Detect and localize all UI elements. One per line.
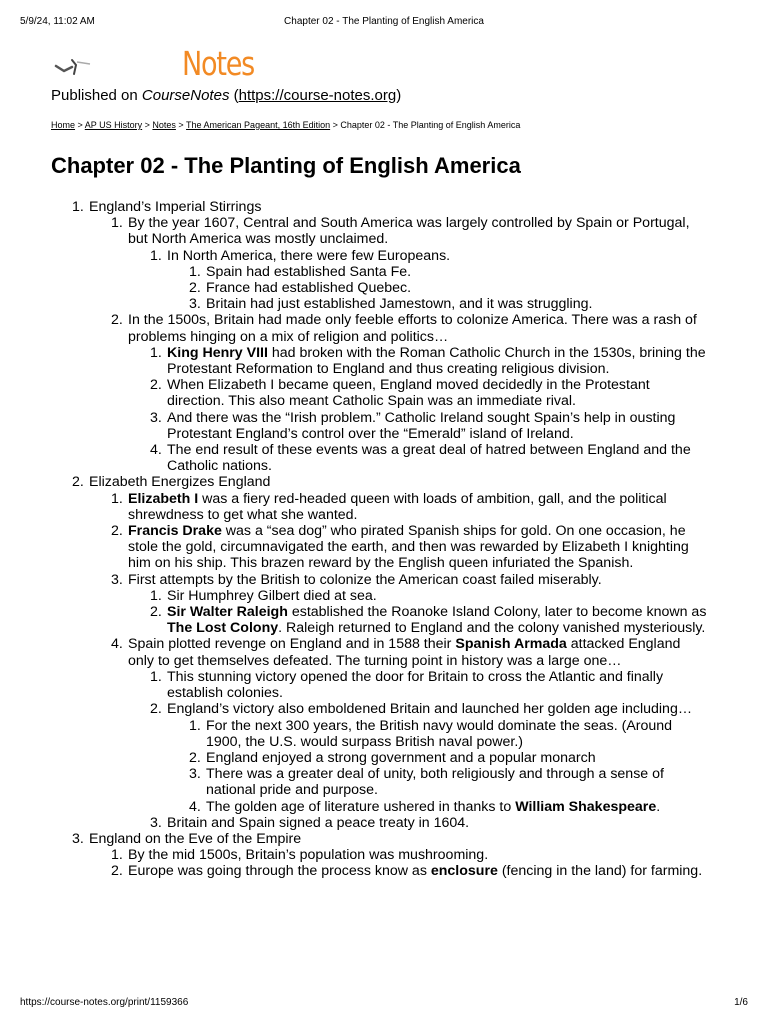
- outline-item-number: 2.: [111, 523, 123, 540]
- outline-bold-term: Francis Drake: [128, 523, 222, 540]
- outline-list: [0, 199, 768, 880]
- outline-text: Sir Humphrey Gilbert died at sea.: [167, 587, 377, 604]
- outline-bold-term: The Lost Colony: [167, 620, 279, 637]
- outline-item-number: 1.: [189, 263, 201, 280]
- published-close-paren: ): [396, 87, 402, 104]
- outline-text: There was a greater deal of unity, both religiously and through a sense of national pride and purpose.: [206, 766, 664, 799]
- outline-item-level-3: [0, 588, 768, 604]
- outline-text: The end result of these events was a great deal of hatred between England and the Catholic nations.: [167, 442, 691, 475]
- outline-item-level-3: [0, 442, 768, 474]
- breadcrumb-link-american-pageant[interactable]: The American Pageant, 16th Edition: [186, 120, 331, 130]
- outline-bold-term: enclosure: [430, 863, 498, 880]
- outline-item-level-4: [0, 296, 768, 312]
- outline-item-number: 1.: [111, 490, 123, 507]
- breadcrumb: [51, 120, 520, 130]
- outline-text: Elizabeth Energizes England: [89, 474, 271, 491]
- outline-item-level-3: [0, 248, 768, 264]
- outline-text: Spain had established Santa Fe.: [206, 263, 412, 280]
- outline-item-level-3: [0, 701, 768, 717]
- outline-item-number: 4.: [111, 636, 123, 653]
- outline-item-level-2: [0, 636, 768, 668]
- outline-item-level-2: [0, 572, 768, 588]
- outline-text: . Raleigh returned to England and the colony vanished mysteriously.: [278, 620, 706, 637]
- outline-bold-term: Sir Walter Raleigh: [167, 604, 288, 621]
- outline-bold-term: William Shakespeare: [515, 798, 657, 815]
- outline-item-number: 4.: [150, 442, 162, 459]
- breadcrumb-link-ap-us-history[interactable]: AP US History: [84, 120, 143, 130]
- outline-item-level-1: [0, 831, 768, 847]
- print-footer-url: https://course-notes.org/print/1159366: [20, 997, 189, 1008]
- outline-text: Europe was going through the process know as: [128, 863, 431, 880]
- outline-text: established the Roanoke Island Colony, later to become known as: [287, 604, 707, 621]
- outline-item-number: 3.: [150, 409, 162, 426]
- outline-item-level-3: [0, 410, 768, 442]
- outline-text: In North America, there were few Europeans.: [167, 247, 451, 264]
- outline-item-level-3: [0, 604, 768, 636]
- outline-text: And there was the “Irish problem.” Catholic Ireland sought Spain’s help in ousting Protestant England’s control over the “Emerald” island of Ireland.: [167, 409, 676, 442]
- outline-item-number: 2.: [189, 280, 201, 297]
- outline-text: For the next 300 years, the British navy would dominate the seas. (Around 1900, the U.S. would surpass British naval power.): [206, 717, 673, 750]
- outline-item-number: 1.: [150, 344, 162, 361]
- print-footer-page-number: 1/6: [734, 997, 748, 1008]
- outline-text: When Elizabeth I became queen, England moved decidedly in the Protestant direction. This also meant Catholic Spain was an immediate rival.: [167, 377, 650, 410]
- outline-text: England’s victory also emboldened Britain and launched her golden age including…: [167, 701, 693, 718]
- outline-item-number: 3.: [189, 766, 201, 783]
- outline-text: Britain and Spain signed a peace treaty in 1604.: [167, 814, 470, 831]
- outline-text: (fencing in the land) for farming.: [497, 863, 703, 880]
- page-title: Chapter 02 - The Planting of English America: [51, 153, 521, 178]
- outline-item-number: 2.: [150, 701, 162, 718]
- outline-text: was a fiery red-headed queen with loads of ambition, gall, and the political shrewdness to get what she wanted.: [128, 490, 667, 523]
- outline-text: had broken with the Roman Catholic Church in the 1530s, brining the Protestant Reformation to England and thus creating religious division.: [167, 344, 706, 378]
- outline-item-number: 1.: [150, 247, 162, 264]
- outline-item-number: 1.: [150, 587, 162, 604]
- breadcrumb-current: Chapter 02 - The Planting of English America: [340, 120, 521, 130]
- outline-item-number: 2.: [189, 749, 201, 766]
- outline-item-level-4: [0, 718, 768, 750]
- notes-outline: [0, 199, 768, 880]
- outline-item-number: 3.: [111, 571, 123, 588]
- outline-text: Spain plotted revenge on England and in 1588 their: [128, 636, 456, 653]
- outline-item-level-1: [0, 199, 768, 215]
- outline-text: was a “sea dog” who pirated Spanish ships for gold. On one occasion, he stole the gold, circumnavigated the earth, and then was rewarded by Elizabeth I knighting him on his ship. This brazen reward by the English queen infuriated the Spanish.: [128, 523, 689, 572]
- outline-text: In the 1500s, Britain had made only feeble efforts to colonize America. There was a rash of problems hinging on a mix of religion and politics…: [128, 312, 697, 345]
- outline-item-level-4: [0, 280, 768, 296]
- outline-item-number: 2.: [111, 863, 123, 880]
- print-header-title: Chapter 02 - The Planting of English America: [284, 16, 484, 27]
- outline-item-level-2: [0, 215, 768, 247]
- outline-text: attacked England only to get themselves defeated. The turning point in history was a large one…: [128, 636, 681, 669]
- outline-text: France had established Quebec.: [206, 280, 412, 297]
- published-open-paren: (: [229, 87, 239, 104]
- logo-text: Notes: [182, 44, 255, 83]
- outline-item-level-2: [0, 847, 768, 863]
- breadcrumb-separator: >: [330, 120, 341, 130]
- outline-item-number: 3.: [189, 296, 201, 313]
- outline-text: By the year 1607, Central and South America was largely controlled by Spain or Portugal, but North America was mostly unclaimed.: [128, 215, 690, 248]
- site-logo[interactable]: [54, 46, 264, 86]
- outline-text: England on the Eve of the Empire: [89, 830, 302, 847]
- breadcrumb-link-notes[interactable]: Notes: [152, 120, 176, 130]
- outline-item-level-4: [0, 264, 768, 280]
- outline-item-number: 3.: [150, 814, 162, 831]
- outline-item-level-3: [0, 815, 768, 831]
- published-prefix: Published on: [51, 87, 142, 104]
- breadcrumb-separator: >: [142, 120, 153, 130]
- outline-item-number: 1.: [72, 199, 84, 215]
- outline-text: This stunning victory opened the door for Britain to cross the Atlantic and finally establish colonies.: [167, 668, 664, 702]
- outline-item-level-2: [0, 312, 768, 344]
- outline-item-number: 4.: [189, 798, 201, 815]
- outline-text: England’s Imperial Stirrings: [89, 199, 262, 215]
- outline-item-number: 2.: [150, 604, 162, 621]
- outline-item-level-4: [0, 766, 768, 798]
- outline-item-number: 1.: [111, 215, 123, 232]
- outline-item-level-3: [0, 669, 768, 701]
- outline-text: By the mid 1500s, Britain’s population was mushrooming.: [128, 847, 489, 864]
- outline-text: First attempts by the British to colonize the American coast failed miserably.: [128, 571, 602, 588]
- outline-item-level-3: [0, 345, 768, 377]
- outline-item-number: 2.: [111, 312, 123, 329]
- outline-item-number: 3.: [72, 830, 84, 847]
- outline-item-level-2: [0, 523, 768, 572]
- outline-item-number: 2.: [150, 377, 162, 394]
- breadcrumb-separator: >: [175, 120, 187, 130]
- outline-item-number: 1.: [111, 847, 123, 864]
- outline-item-level-4: [0, 799, 768, 815]
- outline-item-level-2: [0, 863, 768, 879]
- pen-nib-icon: [54, 52, 94, 82]
- outline-item-level-3: [0, 377, 768, 409]
- published-site: CourseNotes: [141, 87, 230, 104]
- outline-text: .: [656, 798, 661, 815]
- outline-item-level-4: [0, 750, 768, 766]
- outline-text: The golden age of literature ushered in thanks to: [206, 798, 516, 815]
- print-header-datetime: 5/9/24, 11:02 AM: [20, 16, 95, 27]
- breadcrumb-separator: >: [75, 120, 85, 130]
- outline-bold-term: Spanish Armada: [455, 636, 567, 653]
- outline-item-number: 1.: [150, 668, 162, 685]
- outline-text: Britain had just established Jamestown, and it was struggling.: [206, 296, 593, 313]
- published-url-link[interactable]: https://course-notes.org: [238, 87, 397, 104]
- outline-item-number: 1.: [189, 717, 201, 734]
- published-line: [51, 87, 401, 104]
- outline-bold-term: Elizabeth I: [128, 490, 199, 507]
- outline-text: England enjoyed a strong government and a popular monarch: [206, 749, 596, 766]
- outline-item-level-2: [0, 491, 768, 523]
- breadcrumb-link-home[interactable]: Home: [51, 120, 76, 130]
- outline-item-level-1: [0, 474, 768, 490]
- outline-item-number: 2.: [72, 474, 84, 491]
- outline-bold-term: King Henry VIII: [167, 344, 268, 361]
